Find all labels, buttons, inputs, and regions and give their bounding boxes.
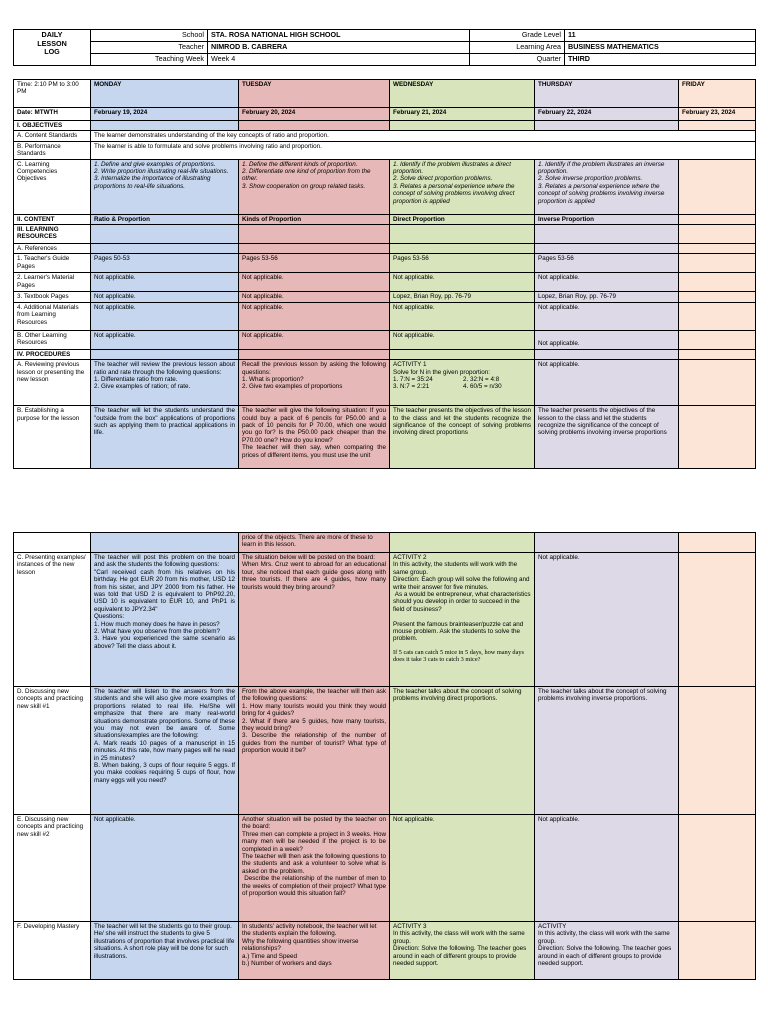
content-label: II. CONTENT	[14, 214, 91, 224]
performance-standards: The learner is able to formulate and solve problems involving ratio and proportion.	[91, 141, 756, 159]
teacher-label: Teacher	[91, 42, 208, 54]
textbook-label: 3. Textbook Pages	[14, 292, 91, 302]
competencies-monday: 1. Define and give examples of proportions. 2. Write proportion illustrating real-life situations. 3. Internalize the importance of illustrating proportions to real-life situations.	[91, 159, 239, 214]
textbook-tuesday: Not applicable.	[239, 292, 390, 302]
learner-tuesday: Not applicable.	[239, 273, 390, 292]
procedure-b-wednesday: The teacher presents the objectives of the lesson to the class and let the students recognize the significance of the concept of solving problems involving direct proportions	[390, 406, 535, 469]
activity-1-item: 1. 7:N = 35:24	[393, 376, 433, 384]
procedure-e-monday: Not applicable.	[91, 815, 239, 922]
textbook-wednesday: Lopez, Brian Roy, pp. 76-79	[390, 292, 535, 302]
activity-1-title: ACTIVITY 1	[393, 361, 427, 369]
activity-1-item: 2. 32:N = 4:8	[463, 376, 500, 384]
title-line: LOG	[44, 47, 60, 57]
additional-thursday: Not applicable.	[535, 302, 679, 330]
lesson-table	[13, 79, 756, 469]
additional-tuesday: Not applicable.	[239, 302, 390, 330]
day-thursday: THURSDAY	[535, 80, 679, 108]
procedure-e-label: E. Discussing new concepts and practicing new skill #2	[14, 815, 91, 922]
content-wednesday: Direct Proportion	[390, 214, 535, 224]
header-block	[13, 29, 755, 66]
activity-2-text: ACTIVITY 2 In this activity, the students will work with the same group. Direction: Each group will solve the following and write their answer for five minutes. As a would be entrepreneur, what characteristics should you develop in order to succeed in the field of business? Present the famous brainteaser/puzzle cat and mouse problem. Ask the students to solve the problem.	[393, 554, 531, 643]
procedure-f-thursday: ACTIVITY In this activity, the class will work with the same group. Direction: Solve the following. The teacher goes around in each of different groups to provide needed support.	[535, 922, 679, 980]
procedure-a-label: A. Reviewing previous lesson or presenting the new lesson	[14, 360, 91, 406]
lesson-table-page-1	[13, 79, 755, 469]
resources-label: III. LEARNING RESOURCES	[14, 225, 91, 244]
competencies-tuesday: 1. Define the different kinds of proportion. 2. Differentiate one kind of proportion from the other. 3. Show cooperation on group related tasks.	[239, 159, 390, 214]
procedure-c-thursday: Not applicable.	[535, 553, 679, 687]
date-monday: February 19, 2024	[91, 108, 239, 121]
header-table	[13, 29, 756, 66]
date-label: Date: MTWTH	[14, 108, 91, 121]
additional-label: 4. Additional Materials from Learning Resources	[14, 302, 91, 330]
learner-monday: Not applicable.	[91, 273, 239, 292]
procedure-b-tuesday-continued: price of the objects. There are more of these to learn in this lesson.	[239, 533, 390, 553]
other-monday: Not applicable.	[91, 330, 239, 349]
date-friday: February 23, 2024	[679, 108, 756, 121]
textbook-monday: Not applicable.	[91, 292, 239, 302]
area-label: Learning Area	[470, 42, 565, 54]
procedure-a-wednesday	[390, 360, 535, 406]
day-tuesday: TUESDAY	[239, 80, 390, 108]
grade-value: 11	[565, 30, 756, 42]
quarter-value: THIRD	[565, 54, 756, 66]
procedure-b-thursday: The teacher presents the objectives of the lesson to the class and let the students recognize the significance of the concept of solving problems involving inverse proportions	[535, 406, 679, 469]
school-value: STA. ROSA NATIONAL HIGH SCHOOL	[208, 30, 470, 42]
day-friday: FRIDAY	[679, 80, 756, 108]
other-wednesday: Not applicable.	[390, 330, 535, 349]
week-value: Week 4	[208, 54, 470, 66]
date-tuesday: February 20, 2024	[239, 108, 390, 121]
procedures-label: IV. PROCEDURES	[14, 349, 91, 359]
additional-monday: Not applicable.	[91, 302, 239, 330]
procedure-a-thursday: Not applicable.	[535, 360, 679, 406]
time-cell: Time: 2:10 PM to 3:00 PM	[14, 80, 91, 108]
procedure-c-wednesday	[390, 553, 535, 687]
other-label: B. Other Learning Resources	[14, 330, 91, 349]
other-thursday: Not applicable.	[535, 330, 679, 349]
procedure-e-thursday: Not applicable.	[535, 815, 679, 922]
learner-thursday: Not applicable.	[535, 273, 679, 292]
school-label: School	[91, 30, 208, 42]
procedure-f-label: F. Developing Mastery	[14, 922, 91, 980]
content-standards: The learner demonstrates understanding of the key concepts of ratio and proportion.	[91, 131, 756, 141]
date-thursday: February 22, 2024	[535, 108, 679, 121]
procedure-d-tuesday: From the above example, the teacher will then ask the following questions: 1. How many tourists would you think they would bring for 4 guides? 2. What if there are 5 guides, how many tourists, they would bring? 3. Describe the relationship of the number of guides from the number of tourist? What type of proportion would it be?	[239, 687, 390, 815]
learner-label: 2. Learner's Material Pages	[14, 273, 91, 292]
procedure-d-thursday: The teacher talks about the concept of solving problems involving inverse proportions.	[535, 687, 679, 815]
procedure-a-tuesday: Recall the previous lesson by asking the following questions: 1. What is proportion? 2. Give two examples of proportions	[239, 360, 390, 406]
procedure-c-tuesday: The situation below will be posted on the board: When Mrs. Cruz went to abroad for an educational tour, she noticed that each guide goes along with three tourists. If there are 4 guides, how many tourists would they bring around?	[239, 553, 390, 687]
cat-mouse-puzzle: If 5 cats can catch 5 mice in 5 days, how many days does it take 3 cats to catch 3 mice?	[393, 648, 524, 664]
content-monday: Ratio & Proportion	[91, 214, 239, 224]
teacher-value: NIMROD B. CABRERA	[208, 42, 470, 54]
procedure-f-monday: The teacher will let the students go to their group. He/ she will instruct the students to give 5 illustrations of proportion that involves practical life situations. A short role play will be done for such illustrations.	[91, 922, 239, 980]
competencies-thursday: 1. Identify if the problem illustrates an inverse proportion. 2. Solve inverse proportion problems. 3. Relates a personal experience where the concept of solving problems involving inverse proportion is applied	[535, 159, 679, 214]
procedure-d-label: D. Discussing new concepts and practicing new skill #1	[14, 687, 91, 815]
procedure-b-label: B. Establishing a purpose for the lesson	[14, 406, 91, 469]
area-value: BUSINESS MATHEMATICS	[565, 42, 756, 54]
guide-tuesday: Pages 53-56	[239, 254, 390, 273]
title-line: DAILY	[41, 30, 63, 39]
competencies-wednesday: 1. Identify if the problem illustrates a direct proportion. 2. Solve direct proportion problems. 3. Relates a personal experience where the concept of solving problems involving direct proportion is applied	[390, 159, 535, 214]
procedure-c-label: C. Presenting examples/ instances of the new lesson	[14, 553, 91, 687]
guide-thursday: Pages 53-56	[535, 254, 679, 273]
activity-1-intro: Solve for N in the given proportion:	[393, 368, 490, 376]
performance-standards-label: B. Performance Standards	[14, 141, 91, 159]
quarter-label: Quarter	[470, 54, 565, 66]
date-wednesday: February 21, 2024	[390, 108, 535, 121]
procedure-d-monday: The teacher will listen to the answers from the students and she will also give more examples of proportions related to real life. He/She will emphasize that there are many real-world situations demonstrate proportions. Some of these you may not even be aware of. Some situations/examples are the following: A. Mark reads 10 pages of a manuscript in 15 minutes. At this rate, how many pages will he read in 25 minutes? B. When baking, 3 cups of flour require 5 eggs. If you make cookies requiring 5 cups of flour, how many eggs will you need?	[91, 687, 239, 815]
objectives-label: I. OBJECTIVES	[14, 121, 91, 131]
guide-monday: Pages 50-53	[91, 254, 239, 273]
activity-1-item: 4. 60/5 = n/30	[463, 383, 502, 391]
activity-1-item: 3. N:7 = 2:21	[393, 383, 430, 391]
content-thursday: Inverse Proportion	[535, 214, 679, 224]
procedure-d-wednesday: The teacher talks about the concept of solving problems involving direct proportions.	[390, 687, 535, 815]
other-tuesday: Not applicable.	[239, 330, 390, 349]
procedure-e-wednesday: Not applicable.	[390, 815, 535, 922]
day-monday: MONDAY	[91, 80, 239, 108]
references-label: A. References	[14, 244, 91, 254]
procedure-b-tuesday: The teacher will give the following situation: If you could buy a pack of 6 pencils for P50.00 and a pack of 10 pencils for P 70.00, which one would you go for? Is the P50.00 pack cheaper than the P70.00 one? How do you know? The teacher will then say, when comparing the prices of different items, you must use the unit	[239, 406, 390, 469]
title-line: LESSON	[37, 38, 67, 48]
guide-wednesday: Pages 53-56	[390, 254, 535, 273]
procedure-f-wednesday: ACTIVITY 3 In this activity, the class will work with the same group. Direction: Solve the following. The teacher goes around in each of different groups to provide needed support.	[390, 922, 535, 980]
lesson-table-continued	[13, 532, 756, 980]
week-label: Teaching Week	[91, 54, 208, 66]
procedure-e-tuesday: Another situation will be posted by the teacher on the board: Three men can complete a project in 3 weeks. How many men will be needed if the project is to be completed in a week? The teacher will then ask the following questions to the students and ask a volunteer to solve what is asked on the problem. Describe the relationship of the number of men to the weeks of completion of their project? What type of proportion would this situation fall?	[239, 815, 390, 922]
guide-label: 1. Teacher's Guide Pages	[14, 254, 91, 273]
content-standards-label: A. Content Standards	[14, 131, 91, 141]
competencies-label: C. Learning Competencies Objectives	[14, 159, 91, 214]
day-wednesday: WEDNESDAY	[390, 80, 535, 108]
lesson-table-page-2	[13, 532, 755, 980]
grade-label: Grade Level	[470, 30, 565, 42]
additional-wednesday: Not applicable.	[390, 302, 535, 330]
learner-wednesday: Not applicable.	[390, 273, 535, 292]
procedure-c-monday: The teacher will post this problem on the board and ask the students the following questions: "Carl received cash from his relatives on his birthday. He got EUR 20 from his mother, USD 12 from his sister, and JPY 2000 from his father. He was told that USD 2 is equivalent to PhP92.20, USD 10 is equivalent to EUR 10, and PhP1 is equivalent to JPY2.34" Questions: 1. How much money does he have in pesos? 2. What have you observe from the problem? 3. Have you experienced the same scenario as above? Tell the class about it.	[91, 553, 239, 687]
procedure-f-tuesday: In students' activity notebook, the teacher will let the students explain the following. Why the following quantities show inverse relationships? a.) Time and Speed b.) Number of workers and days	[239, 922, 390, 980]
content-tuesday: Kinds of Proportion	[239, 214, 390, 224]
procedure-a-monday: The teacher will review the previous lesson about ratio and rate through the following questions: 1. Differentiate ratio from rate. 2. Give examples of ration; of rate.	[91, 360, 239, 406]
procedure-b-monday: The teacher will let the students understand the "outside from the box" applications of proportions such as applying them to practical applications in life.	[91, 406, 239, 469]
textbook-thursday: Lopez, Brian Roy, pp. 76-79	[535, 292, 679, 302]
dll-title	[14, 30, 91, 66]
